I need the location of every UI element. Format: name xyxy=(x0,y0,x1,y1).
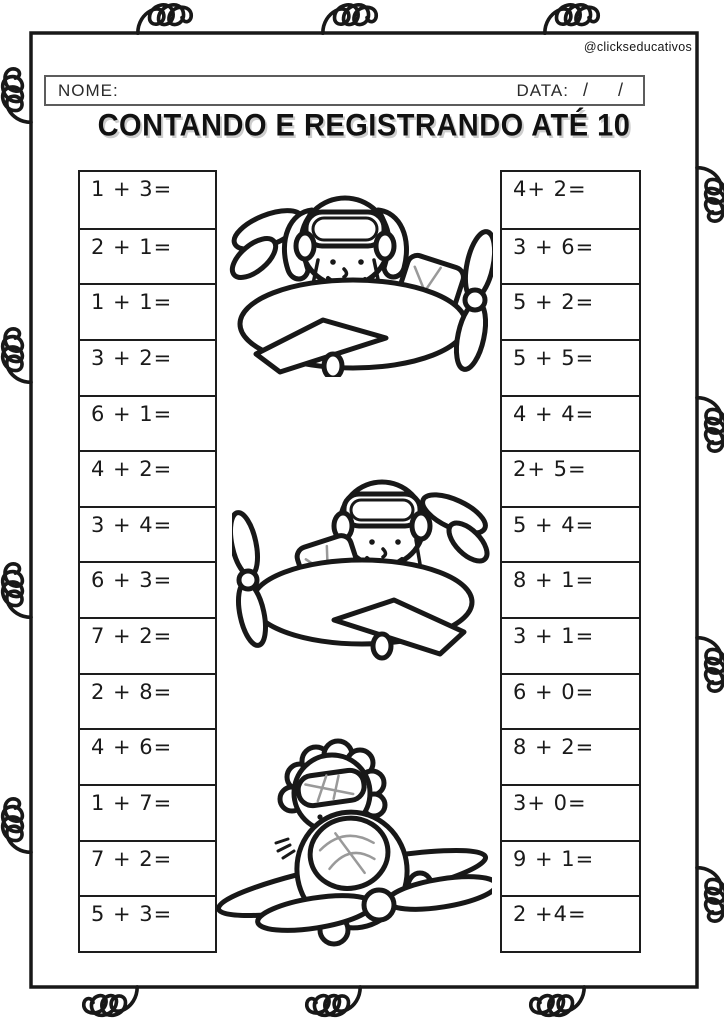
name-input-area[interactable] xyxy=(119,77,517,104)
equation-cell[interactable]: 2 +4= xyxy=(502,895,639,951)
equation-cell[interactable]: 3 + 6= xyxy=(502,228,639,284)
equation-cell[interactable]: 6 + 1= xyxy=(80,395,215,451)
equation-cell[interactable]: 3 + 1= xyxy=(502,617,639,673)
equation-cell[interactable]: 6 + 3= xyxy=(80,561,215,617)
equation-cell[interactable]: 2 + 8= xyxy=(80,673,215,729)
equation-cell[interactable]: 5 + 4= xyxy=(502,506,639,562)
equation-cell[interactable]: 1 + 3= xyxy=(91,177,173,201)
equation-cell[interactable]: 5 + 5= xyxy=(502,339,639,395)
equation-cell[interactable]: 5 + 3= xyxy=(80,895,215,951)
equation-cell[interactable]: 4 + 6= xyxy=(80,728,215,784)
equation-cell[interactable]: 4 + 2= xyxy=(80,450,215,506)
girl-pilot-airplane-illustration xyxy=(228,172,493,377)
equation-column-left xyxy=(78,170,217,953)
date-input-area[interactable]: / / xyxy=(582,80,625,100)
boy-pilot-airplane-illustration xyxy=(232,462,492,662)
equation-cell[interactable]: 8 + 2= xyxy=(502,728,639,784)
equation-cell[interactable]: 8 + 1= xyxy=(502,561,639,617)
date-label: DATA: xyxy=(516,80,569,100)
equation-cell[interactable]: 9 + 1= xyxy=(502,840,639,896)
equation-cell[interactable]: 2 + 1= xyxy=(80,228,215,284)
equation-cell[interactable]: 3 + 4= xyxy=(80,506,215,562)
equation-cell[interactable]: 5 + 2= xyxy=(502,283,639,339)
name-label: NOME: xyxy=(58,80,119,100)
equation-cell[interactable]: 3 + 2= xyxy=(80,339,215,395)
equation-column-right xyxy=(500,170,641,953)
equation-cell[interactable]: 1 + 7= xyxy=(80,784,215,840)
curly-hair-pilot-airplane-illustration xyxy=(212,735,492,950)
watermark-credit: @clickseducativos xyxy=(583,40,692,54)
equation-cell[interactable]: 4 + 4= xyxy=(502,395,639,451)
equation-cell[interactable]: 4+ 2= xyxy=(513,177,587,201)
equation-cell[interactable]: 1 + 1= xyxy=(80,283,215,339)
equation-cell[interactable]: 3+ 0= xyxy=(502,784,639,840)
equation-cell[interactable]: 7 + 2= xyxy=(80,617,215,673)
equation-cell[interactable]: 2+ 5= xyxy=(502,450,639,506)
equation-cell[interactable]: 6 + 0= xyxy=(502,673,639,729)
page-title: CONTANDO E REGISTRANDO ATÉ 10 xyxy=(97,108,631,144)
name-date-box xyxy=(44,75,645,106)
equation-cell[interactable]: 7 + 2= xyxy=(80,840,215,896)
